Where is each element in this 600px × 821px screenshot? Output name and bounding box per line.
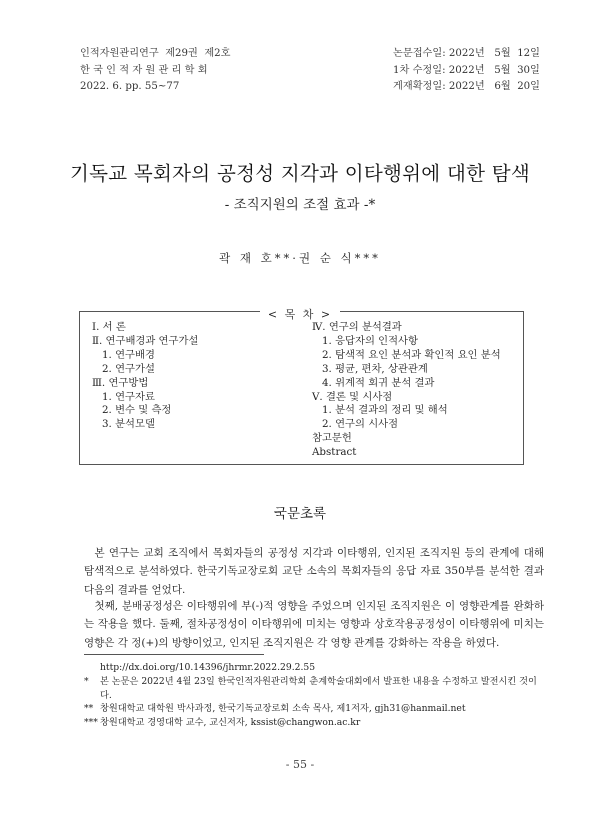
toc-subitem: 2. 연구가설 [102,362,155,375]
footnote-1: * 본 논문은 2022년 4월 23일 한국인적자원관리학회 춘계학술대회에서 발표한 내용을 수정하고 발전시킨 것이다. [84,676,537,701]
accepted-date: 게재확정일: 2022년 6월 20일 [393,81,540,92]
toc-right-column [312,321,501,460]
submission-dates [393,46,540,96]
toc-subitem: 1. 응답자의 인적사항 [322,334,418,347]
toc-item: Ⅲ. 연구방법 [92,376,149,389]
toc-heading: < 목 차 > [0,303,600,322]
journal-society: 한 국 인 적 자 원 관 리 학 회 [80,64,208,76]
toc-subitem: 2. 변수 및 측정 [102,404,172,417]
abstract-heading: 국문초록 [273,506,327,522]
toc-left-column [92,321,198,432]
footnote-divider [84,654,264,655]
paper-title: 기독교 목회자의 공정성 지각과 이타행위에 대한 탐색 [69,162,530,185]
toc-subitem: 3. 분석모델 [102,418,155,431]
toc-item: Ⅴ. 결론 및 시사점 [312,390,393,403]
abstract-paragraph-1: 본 연구는 교회 조직에서 목회자들의 공정성 지각과 이타행위, 인지된 조직지원 등의 관계에 대해 탐색적으로 분석하였다. 한국기독교장로회 교단 소속의 목회자들의 응답 자료 350부를 분석한 결과 다음의 결과를 얻었다. [84,547,544,596]
toc-subitem: 2. 탐색적 요인 분석과 확인적 요인 분석 [322,348,501,361]
toc-subitem: 4. 위계적 회귀 분석 결과 [322,376,435,389]
doi-link[interactable]: http://dx.doi.org/10.14396/jhrmr.2022.29.2.55 [100,662,316,673]
toc-item: Ⅳ. 연구의 분석결과 [312,321,402,333]
toc-subitem: 2. 연구의 시사점 [322,418,399,431]
page-number: - 55 - [285,758,315,771]
journal-info [80,46,231,96]
toc-item: 참고문헌 [312,432,352,445]
journal-volume: 인적자원관리연구 제29권 제2호 [80,48,231,59]
received-date: 논문접수일: 2022년 5월 12일 [393,48,540,59]
abstract-paragraph-2: 첫째, 분배공정성은 이타행위에 부(-)적 영향을 주었으며 인지된 조직지원은 이 영향관계를 완화하는 작용을 했다. 둘째, 절차공정성이 이타행위에 미치는 영향과 상호작용공정성이 이타행위에 미치는 영향은 각 정(+)의 방향이었고, 인지된 조직지원은 각 영향 관계를 강화하는 작용을 하였다. [84,600,544,649]
revised-date: 1차 수정일: 2022년 5월 30일 [393,64,540,76]
toc-subitem: 1. 분석 결과의 정리 및 해석 [322,404,448,417]
footnote-3: *** 창원대학교 경영대학 교수, 교신저자, kssist@changwon.ac.kr [84,717,361,728]
paper-subtitle: - 조직지원의 조절 효과 -* [224,197,376,213]
footnote-2: ** 창원대학교 대학원 박사과정, 한국기독교장로회 소속 목사, 제1저자, gjh31@hanmail.net [84,703,466,714]
toc-item: Ⅰ. 서 론 [92,321,126,333]
toc-subitem: 1. 연구자료 [102,390,155,403]
toc-subitem: 1. 연구배경 [102,348,155,361]
journal-pages: 2022. 6. pp. 55~77 [80,81,180,92]
toc-item: Abstract [312,446,357,459]
toc-subitem: 3. 평균, 편차, 상관관계 [322,362,428,375]
paper-authors: 곽 재 호**·권 순 식*** [219,251,381,265]
toc-item: Ⅱ. 연구배경과 연구가설 [92,334,199,347]
